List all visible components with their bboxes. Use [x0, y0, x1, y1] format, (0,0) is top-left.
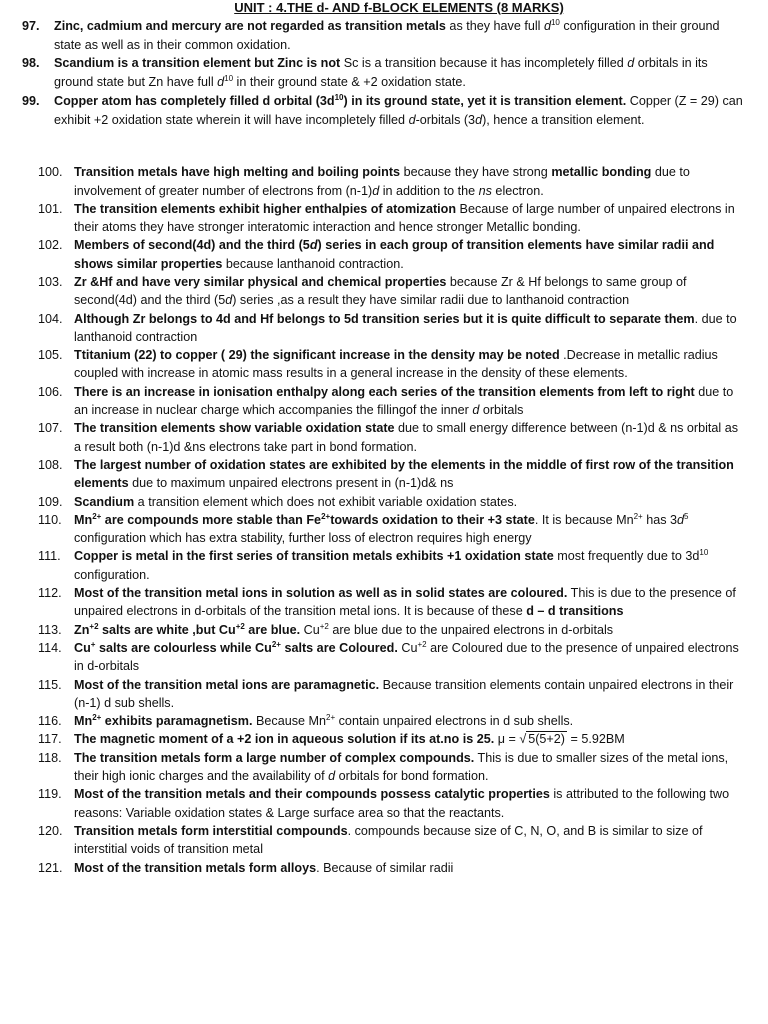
- item-number: 105.: [38, 348, 63, 363]
- item-number: 106.: [38, 384, 63, 399]
- item-text: $Mn^{2+}$ are compounds more stable than $Fe^{2+}towards$ oxidation to their +3 state. It is because $Mn^{2+}$ has $3d^5$ configuration which has extra stability, further loss of electron requires high energy: [74, 511, 689, 546]
- list-item-104: [22, 310, 748, 347]
- item-text: The transition elements show variable oxidation state due to small energy difference between (n-1)d & ns orbital as a result both (n-1)d &ns electrons take part in bond formation.: [74, 421, 739, 454]
- list-item-108: [22, 456, 748, 493]
- item-text: Scandium is a transition element but Zinc is not Sc is a transition because it has incompletely filled d orbitals in its ground state but Zn have full $d^{10}$ in their ground state & +2 oxidation state.: [54, 56, 708, 90]
- list-item-112: [22, 584, 748, 621]
- item-number: 109.: [38, 494, 63, 509]
- item-number: 99.: [22, 93, 40, 108]
- item-number: 100.: [38, 165, 63, 180]
- item-number: 97.: [22, 19, 40, 33]
- list-item-99: [22, 92, 748, 129]
- list-item-109: [22, 493, 748, 511]
- item-number: 110.: [38, 512, 62, 527]
- item-text: The transition metals form a large number of complex compounds. This is due to smaller sizes of the metal ions, their high ionic charges and the availability of d orbitals for bond formation.: [74, 750, 729, 784]
- item-text: Most of the transition metals form alloys. Because of similar radii: [74, 860, 454, 875]
- page-title: UNIT : 4.THE d- AND f-BLOCK ELEMENTS (8 MARKS): [234, 0, 564, 15]
- sqrt-sign: √: [519, 732, 527, 747]
- item-number: 118.: [38, 750, 62, 765]
- item-number: 108.: [38, 457, 63, 472]
- list-item-101: [22, 200, 748, 237]
- item-number: 103.: [38, 275, 63, 289]
- item-text: Most of the transition metal ions are paramagnetic. Because transition elements contain unpaired electrons in their (n-1) d sub shells.: [74, 677, 734, 710]
- list-item-120: [22, 822, 748, 859]
- item-text: $Mn^{2+}$ exhibits paramagnetism. Because $Mn^{2+}$ contain unpaired electrons in d sub shells.: [74, 712, 574, 729]
- list-item-119: [22, 785, 748, 822]
- item-text: Most of the transition metal ions in solution as well as in solid states are coloured. This is due to the presence of unpaired electrons in d-orbitals of the transition metal ions. It is because of these d – d transitions: [74, 586, 736, 619]
- item-number: 111.: [38, 549, 61, 564]
- item-text: Members of second(4d) and the third (5d) series in each group of transition elements have similar radii and shows similar properties because lanthanoid contraction.: [74, 238, 715, 271]
- list-item-110: [22, 511, 748, 548]
- list-item-100: [22, 163, 748, 200]
- list-item-113: [22, 621, 748, 639]
- item-number: 101.: [38, 201, 63, 216]
- item-text: Transition metals have high melting and boiling points because they have strong metallic bonding due to involvement of greater number of electrons from (n-1)d in addition to the ns electron.: [74, 165, 690, 198]
- item-text: $Zn^{+2}$ salts are white ,but $Cu^{+2}$ are blue. $Cu^{+2}$ are blue due to the unpaired electrons in d-orbitals: [74, 621, 614, 637]
- item-number: 107.: [38, 421, 63, 436]
- list-item-114: [22, 639, 748, 676]
- item-text: The largest number of oxidation states are exhibited by the elements in the middle of first row of the transition elements due to maximum unpaired electrons present in (n-1)d& ns: [74, 457, 734, 491]
- item-number: 104.: [38, 311, 63, 326]
- item-number: 121.: [38, 860, 63, 875]
- item-text: Ttitanium (22) to copper ( 29) the significant increase in the density may be noted .Decrease in metallic radius coupled with increase in atomic mass results in a general increase in the density of these elements.: [74, 348, 718, 381]
- list-item-116: [22, 712, 748, 730]
- list-item-97: [22, 17, 748, 54]
- item-number: 115.: [38, 677, 62, 692]
- item-text: Most of the transition metals and their compounds possess catalytic properties is attributed to the following two reasons: Variable oxidation states & Large surface area so that the reactants.: [74, 787, 730, 820]
- item-text: The magnetic moment of a +2 ion in aqueous solution if its at.no is 25. μ = √ 5(5+2) = 5.92BM: [74, 732, 625, 747]
- item-text: Cu+ salts are colourless while $Cu^{2+}$ salts are Coloured. $Cu^{+2}$ are Coloured due to the presence of unpaired electrons in d-orbitals: [74, 639, 739, 674]
- item-number: 113.: [38, 622, 62, 637]
- item-text: The transition elements exhibit higher enthalpies of atomization Because of large number of unpaired electrons in their atoms they have stronger interatomic interaction and hence stronger Metallic bonding.: [74, 201, 735, 235]
- item-number: 98.: [22, 56, 40, 71]
- item-number: 102.: [38, 238, 63, 253]
- item-number: 114.: [38, 640, 62, 655]
- item-text: Copper is metal in the first series of transition metals exhibits +1 oxidation state most frequently due to $3d^{10}$ configuration.: [74, 548, 709, 582]
- list-item-102: [22, 236, 748, 273]
- item-number: 119.: [38, 787, 62, 802]
- list-item-107: [22, 419, 748, 456]
- item-number: 117.: [38, 732, 62, 747]
- list-item-121: [22, 859, 748, 877]
- item-text: Copper atom has completely filled d orbital $(3d^{10})$ in its ground state, yet it is transition element. Copper (Z = 29) can exhibit +2 oxidation state wherein it will have incompletely filled d-orbitals (3d), hence a transition element.: [54, 92, 743, 127]
- item-text: There is an increase in ionisation enthalpy along each series of the transition elements from left to right due to an increase in nuclear charge which accompanies the fillingof the inner d orbitals: [74, 384, 734, 418]
- list-item-103: [22, 273, 748, 310]
- list-item-111: [22, 547, 748, 584]
- sqrt-radicand: 5(5+2): [528, 732, 565, 747]
- item-text: Scandium a transition element which does not exhibit variable oxidation states.: [74, 494, 518, 509]
- list-item-117: [22, 730, 748, 748]
- item-number: 112.: [38, 586, 62, 601]
- list-item-105: [22, 346, 748, 383]
- items-block-main: [22, 163, 748, 877]
- item-text: Zinc, cadmium and mercury are not regarded as transition metals as they have full $d^{10}$ configuration in their ground state as well as in their common oxidation.: [54, 17, 720, 52]
- list-item-118: [22, 749, 748, 786]
- item-number: 116.: [38, 714, 62, 729]
- item-text: Transition metals form interstitial compounds. compounds because size of C, N, O, and B is similar to size of interstitial voids of transition metal: [74, 823, 703, 857]
- item-text: Zr &Hf and have very similar physical and chemical properties because Zr & Hf belongs to same group of second(4d) and the third (5d) series ,as a result they have similar radii due to lanthanoid contraction: [74, 275, 687, 308]
- list-item-115: [22, 676, 748, 713]
- list-item-98: [22, 54, 748, 91]
- list-item-106: [22, 383, 748, 420]
- item-text: Although Zr belongs to 4d and Hf belongs to 5d transition series but it is quite difficult to separate them. due to lanthanoid contraction: [74, 311, 737, 344]
- item-number: 120.: [38, 823, 63, 838]
- items-block-top: [22, 17, 748, 129]
